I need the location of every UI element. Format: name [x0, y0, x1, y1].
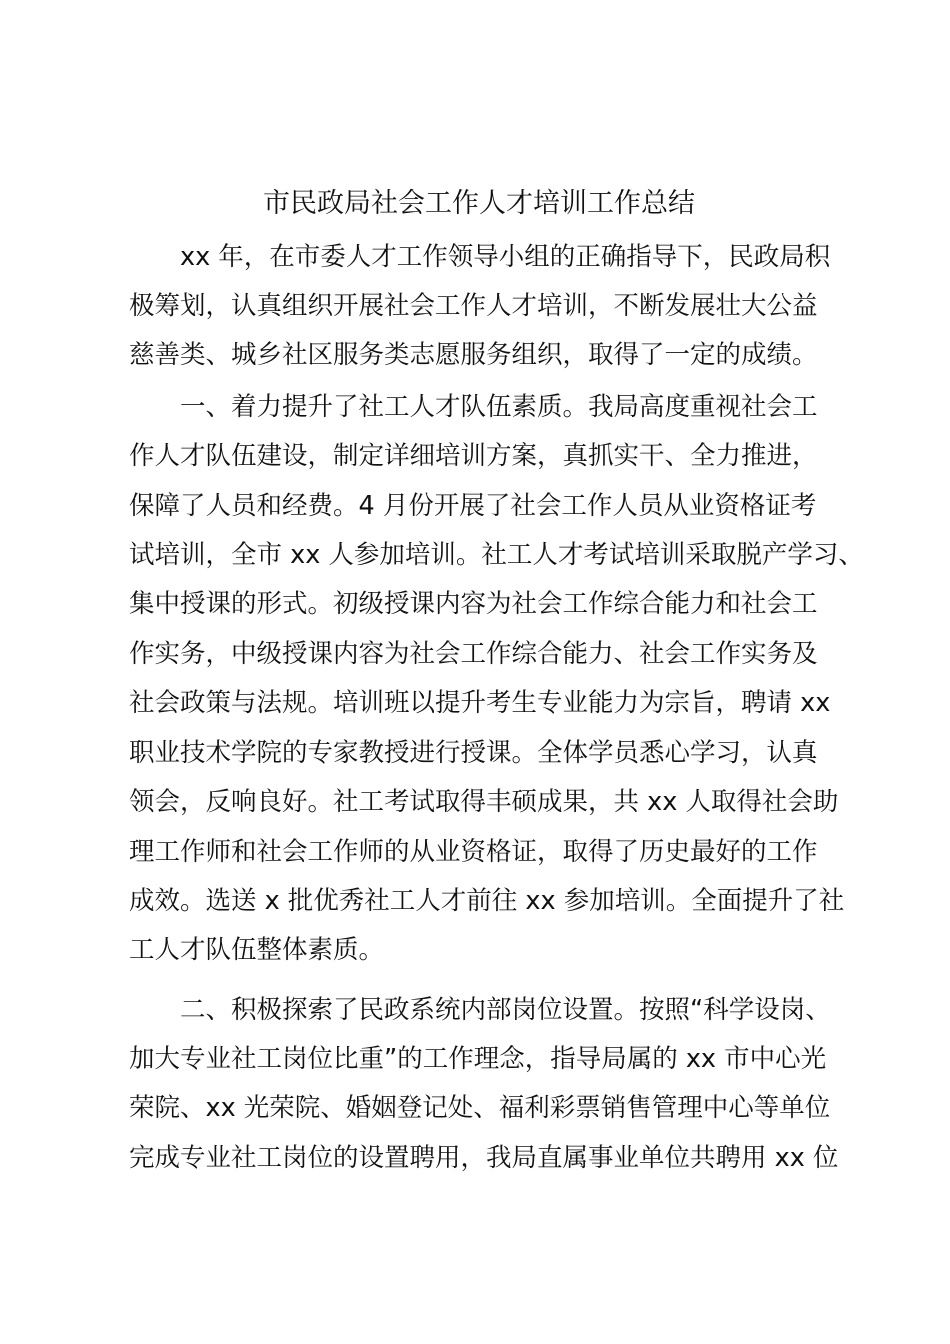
paragraph-2-line-10: 理工作师和社会工作师的从业资格证，取得了历史最好的工作	[129, 837, 818, 867]
paragraph-2-line-6: 作实务，中级授课内容为社会工作综合能力、社会工作实务及	[129, 639, 818, 669]
paragraph-1-line-2: 极筹划，认真组织开展社会工作人才培训，不断发展壮大公益	[129, 291, 818, 321]
paragraph-2-line-8: 职业技术学院的专家教授进行授课。全体学员悉心学习，认真	[129, 738, 818, 768]
paragraph-2-line-7: 社会政策与法规。培训班以提升考生专业能力为宗旨，聘请 xx	[129, 688, 831, 718]
paragraph-3-line-4: 完成专业社工岗位的设置聘用，我局直属事业单位共聘用 xx 位	[129, 1143, 839, 1173]
paragraph-2-line-12: 工人才队伍整体素质。	[129, 935, 385, 965]
paragraph-2-line-2: 作人才队伍建设，制定详细培训方案，真抓实干、全力推进，	[129, 441, 818, 471]
paragraph-1-line-1: xx 年，在市委人才工作领导小组的正确指导下，民政局积	[180, 242, 831, 272]
paragraph-2-line-5: 集中授课的形式。初级授课内容为社会工作综合能力和社会工	[129, 589, 818, 619]
paragraph-3-line-2: 加大专业社工岗位比重”的工作理念，指导局属的 xx 市中心光	[129, 1044, 827, 1074]
paragraph-2-line-1: 一、着力提升了社工人才队伍素质。我局高度重视社会工	[180, 392, 818, 422]
paragraph-3-line-3: 荣院、xx 光荣院、婚姻登记处、福利彩票销售管理中心等单位	[129, 1093, 831, 1123]
document-title: 市民政局社会工作人才培训工作总结	[263, 188, 695, 219]
paragraph-2-line-9: 领会，反响良好。社工考试取得丰硕成果，共 xx 人取得社会助	[129, 787, 839, 817]
paragraph-2-line-11: 成效。选送 x 批优秀社工人才前往 xx 参加培训。全面提升了社	[129, 886, 845, 916]
paragraph-3-line-1: 二、积极探索了民政系统内部岗位设置。按照“科学设岗、	[180, 995, 831, 1025]
paragraph-1-line-3: 慈善类、城乡社区服务类志愿服务组织，取得了一定的成绩。	[129, 340, 818, 370]
paragraph-2-line-3: 保障了人员和经费。4 月份开展了社会工作人员从业资格证考	[129, 491, 817, 521]
paragraph-2-line-4: 试培训，全市 xx 人参加培训。社工人才考试培训采取脱产学习、	[129, 540, 864, 570]
